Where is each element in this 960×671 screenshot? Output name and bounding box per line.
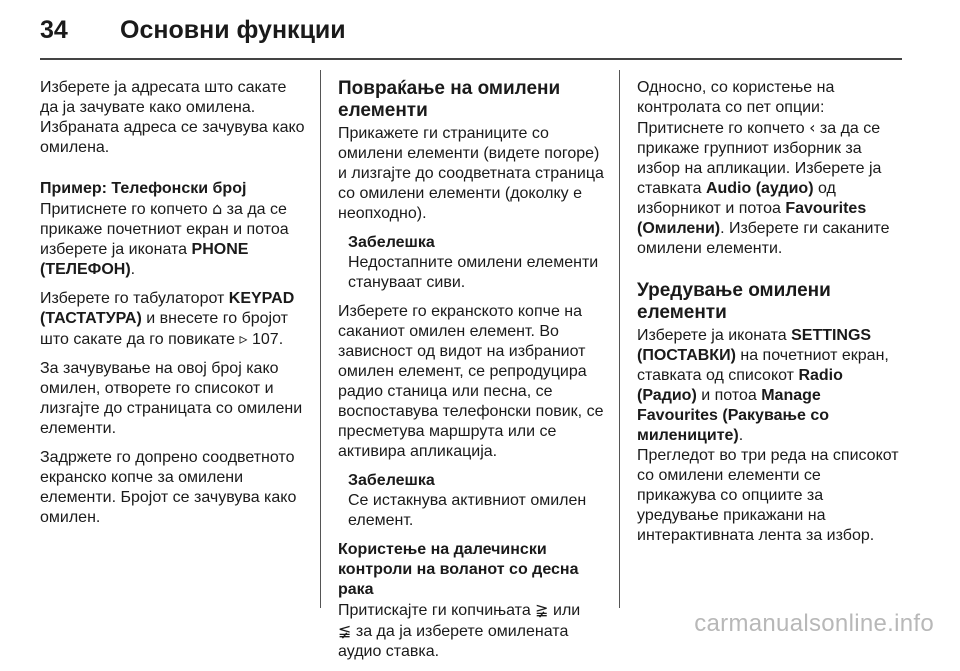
radio-label: Radio (Радио) xyxy=(637,367,843,404)
page-reference: 107. xyxy=(247,331,284,348)
column-divider-2 xyxy=(619,70,620,608)
save-paragraph: За зачувување на овој број како омилен, отворете го списокот и лизгајте до страницата со омилени елементи. xyxy=(40,360,303,437)
overview-text: Прегледот во три реда на списокот со омилени елементи се прикажува со опциите за уредување прикажани на интерактивната лента за избор. xyxy=(637,447,899,544)
manage-favourites-label: Manage Favourites (Ракување со милениците) xyxy=(637,387,829,444)
example-paragraph: Притиснете го копчето ⌂ за да се прикаже почетниот екран и потоа изберете ја иконата PHONE (ТЕЛЕФОН). xyxy=(40,199,289,278)
note-1 xyxy=(338,233,604,293)
header-rule xyxy=(40,58,902,60)
column-1 xyxy=(40,78,306,537)
keypad-label: KEYPAD (ТАСТАТУРА) xyxy=(40,290,295,327)
note-2 xyxy=(338,471,604,531)
page-reference-arrow-icon: ▹ xyxy=(239,329,248,348)
audio-label: Audio (аудио) xyxy=(705,180,814,197)
five-way-paragraph: Односно, со користење на контролата со пет опции: Притиснете го копчето ‹ за да се прикаже групниот изборник за избор на апликации. Изберете ја ставката Audio (аудио) од изборникот и потоа Favourites (Омилени). Изберете ги саканите омилени елементи. xyxy=(637,79,890,257)
keypad-paragraph: Изберете го табулаторот KEYPAD (ТАСТАТУРА) и внесете го бројот што сакате да го повикате ▹ 107. xyxy=(40,290,295,348)
steering-paragraph: Притискајте ги копчињата ≩ или ≨ за да ја изберете омилената аудио ставка. xyxy=(338,600,581,660)
select-paragraph: Изберете го екранското копче на саканиот омилен елемент. Во зависност од видот на избраниот омилен елемент, се репродуцира радио станица или песна, се воспоставува телефонски повик, се пресметува маршрута или се активира апликација. xyxy=(338,303,604,460)
left-arrow-icon: ‹ xyxy=(809,118,816,137)
previous-favourite-icon: ≨ xyxy=(338,621,352,640)
page-number: 34 xyxy=(40,16,68,44)
page-header xyxy=(40,16,346,56)
recall-heading: Повраќање на омилени елементи xyxy=(338,78,561,121)
example-title: Пример: Телефонски број xyxy=(40,180,247,197)
page-title: Основни функции xyxy=(120,16,346,44)
column-3 xyxy=(637,78,903,555)
steering-controls-heading: Користење на далечински контроли на воланот со десна рака xyxy=(338,541,579,598)
edit-favourites-heading: Уредување омилени елементи xyxy=(637,280,831,323)
note-2-text: Се истакнува активниот омилен елемент. xyxy=(348,492,587,529)
note-2-title: Забелешка xyxy=(348,472,435,489)
next-favourite-icon: ≩ xyxy=(535,600,549,619)
phone-label: PHONE (ТЕЛЕФОН) xyxy=(40,241,249,278)
column-2 xyxy=(338,78,604,671)
settings-label: SETTINGS (ПОСТАВКИ) xyxy=(637,327,872,364)
favourites-label: Favourites (Омилени) xyxy=(637,200,867,237)
recall-paragraph: Прикажете ги страниците со омилени елементи (видете погоре) и лизгајте до соодветната страница со омилени елементи (доколку е неопходно). xyxy=(338,125,604,222)
edit-paragraph: Изберете ја иконата SETTINGS (ПОСТАВКИ) на почетниот екран, ставката од списокот Radio (Радио) и потоа Manage Favourites (Ракување со милениците). Прегледот во три реда на списокот со омилени елементи се прикажува со опциите за уредување прикажани на интерактивната лента за избор. xyxy=(637,327,899,544)
watermark: carmanualsonline.info xyxy=(694,610,934,637)
column-divider-1 xyxy=(320,70,321,608)
note-1-text: Недостапните омилени елементи стануваат сиви. xyxy=(348,254,599,291)
intro-paragraph: Изберете ја адресата што сакате да ја зачувате како омилена. Избраната адреса се зачувува како омилена. xyxy=(40,79,305,156)
note-1-title: Забелешка xyxy=(348,234,435,251)
home-icon: ⌂ xyxy=(212,199,223,218)
hold-paragraph: Задржете го допрено соодветното екранско копче за омилени елементи. Бројот се зачувува како омилен. xyxy=(40,449,297,526)
